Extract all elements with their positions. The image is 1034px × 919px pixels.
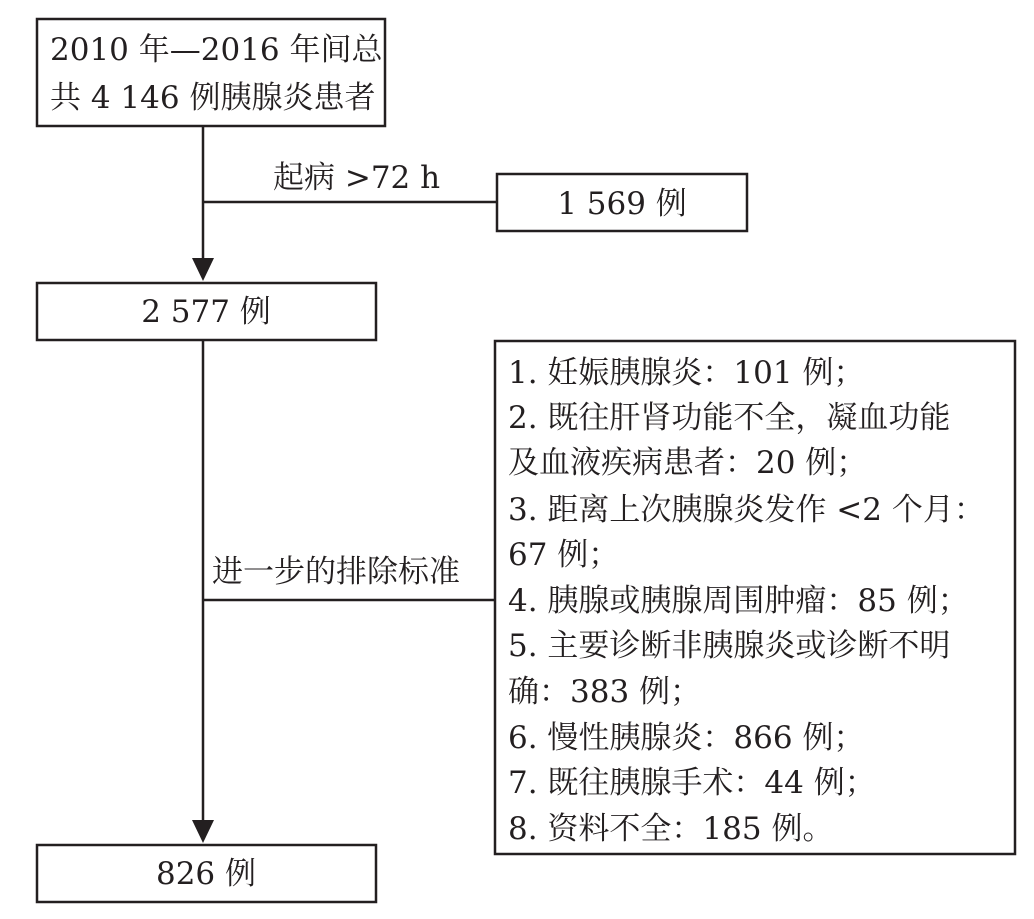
final-box	[37, 845, 376, 902]
start-box-line2: 共 4 146 例胰腺炎患者	[50, 80, 376, 116]
exclusion2-item: 8. 资料不全：185 例。	[508, 811, 834, 847]
arrow-to-middle-box	[192, 258, 214, 281]
exclusion2-item: 3. 距离上次胰腺炎发作 <2 个月：	[508, 492, 985, 528]
exclusion1-label: 起病 >72 h	[273, 160, 441, 196]
exclusion2-box	[495, 341, 1015, 854]
exclusion2-item: 6. 慢性胰腺炎：866 例；	[508, 720, 865, 756]
exclusion2-item: 5. 主要诊断非胰腺炎或诊断不明	[508, 628, 951, 664]
exclusion2-item: 4. 胰腺或胰腺周围肿瘤：85 例；	[508, 583, 969, 619]
exclusion2-item: 及血液疾病患者：20 例；	[508, 445, 868, 481]
exclusion2-item: 1. 妊娠胰腺炎：101 例；	[508, 355, 865, 391]
start-box-line1: 2010 年—2016 年间总	[50, 32, 383, 68]
exclusion2-label: 进一步的排除标准	[212, 554, 460, 590]
middle-box	[37, 283, 376, 340]
middle-box-count: 2 577 例	[141, 294, 271, 330]
exclusion1-count: 1 569 例	[557, 186, 687, 222]
exclusion2-item: 确：383 例；	[508, 674, 702, 710]
exclusion2-item: 2. 既往肝肾功能不全，凝血功能	[508, 400, 951, 436]
exclusion2-item: 67 例；	[508, 537, 620, 573]
final-box-count: 826 例	[155, 856, 257, 892]
arrow-to-final-box	[192, 820, 214, 843]
exclusion1-box	[497, 174, 747, 231]
exclusion2-item: 7. 既往胰腺手术：44 例；	[508, 765, 876, 801]
start-box	[37, 19, 385, 126]
